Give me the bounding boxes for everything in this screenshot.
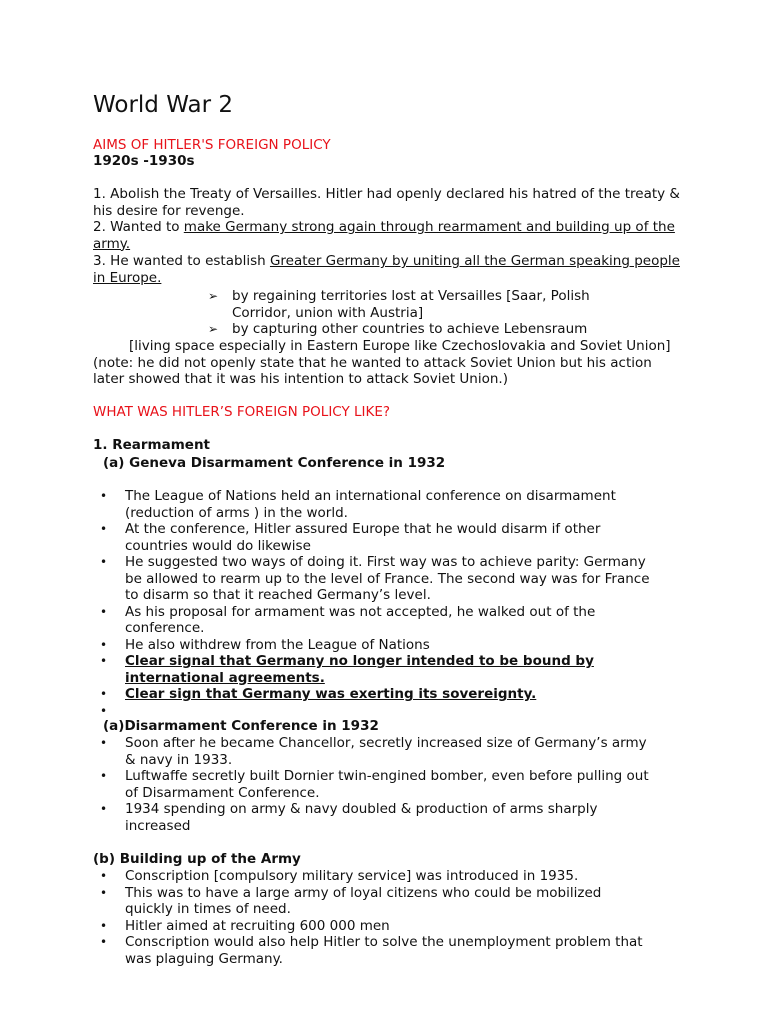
disarmament-bullet-list xyxy=(93,735,653,834)
bullet-icon: • xyxy=(100,522,108,536)
list-item: • Luftwaffe secretly built Dornier twin-engined bomber, even before pulling out of Disarmament Conference. xyxy=(100,768,649,801)
aim-sub-item-2-continuation: [living space especially in Eastern Europe like Czechoslovakia and Soviet Union] (note: he did not openly state that he wanted to attack Soviet Union but his action later showed that it was his intention to attack Soviet Union.) xyxy=(93,338,671,387)
geneva-bullet-list xyxy=(93,488,653,719)
bullet-icon: • xyxy=(100,654,108,668)
bullet-icon: • xyxy=(100,489,108,503)
list-item-empty xyxy=(93,703,653,720)
aim-sub-item-2-text: by capturing other countries to achieve Lebensraum xyxy=(232,321,588,337)
aim-sub-item-1 xyxy=(208,288,652,321)
aim-item-2 xyxy=(93,219,683,252)
bullet-icon: • xyxy=(100,604,108,619)
bullet-icon: • xyxy=(100,736,108,750)
arrow-bullet-icon: ➢ xyxy=(208,322,219,336)
bullet-icon: • xyxy=(100,802,108,816)
bullet-icon: • xyxy=(100,918,108,933)
list-item: • He suggested two ways of doing it. First way was to achieve parity: Germany be allowed to rearm up to the level of France. The second way was for France to disarm so that it reached Germany’s level. xyxy=(100,554,650,603)
subsection-geneva: (a) Geneva Disarmament Conference in 1932 xyxy=(103,455,446,471)
aims-heading: AIMS OF HITLER'S FOREIGN POLICY xyxy=(93,137,331,153)
list-item: • At the conference, Hitler assured Europe that he would disarm if other countries would do likewise xyxy=(100,521,601,554)
list-item: • Hitler aimed at recruiting 600 000 men xyxy=(100,917,390,934)
bullet-icon: • xyxy=(100,555,108,569)
list-item-bold: • Clear sign that Germany was exerting its sovereignty. xyxy=(100,686,537,702)
subsection-disarmament: (a)Disarmament Conference in 1932 xyxy=(103,718,379,734)
bullet-icon: • xyxy=(100,885,108,900)
list-item: • He also withdrew from the League of Nations xyxy=(100,636,430,653)
aims-period: 1920s -1930s xyxy=(93,153,195,169)
aim-item-2-prefix: 2. Wanted to xyxy=(93,219,184,235)
bullet-icon: • xyxy=(100,703,108,718)
list-item: • Conscription [compulsory military service] was introduced in 1935. xyxy=(100,868,579,884)
subsection-army: (b) Building up of the Army xyxy=(93,851,301,867)
bullet-icon: • xyxy=(100,869,108,883)
aim-item-3-prefix: 3. He wanted to establish xyxy=(93,253,270,269)
aim-sub-item-2 xyxy=(208,321,652,338)
bullet-icon: • xyxy=(100,637,108,652)
list-item: • This was to have a large army of loyal citizens who could be mobilized quickly in times of need. xyxy=(100,884,602,917)
bullet-icon: • xyxy=(100,769,108,783)
army-bullet-list xyxy=(93,868,653,967)
aim-item-3-underlined: Greater Germany by uniting all the German speaking people in Europe. xyxy=(93,253,680,286)
aim-item-1: 1. Abolish the Treaty of Versailles. Hitler had openly declared his hatred of the treaty & his desire for revenge. xyxy=(93,186,680,219)
list-item: • As his proposal for armament was not accepted, he walked out of the conference. xyxy=(100,603,596,636)
list-item: • Soon after he became Chancellor, secretly increased size of Germany’s army & navy in 1933. xyxy=(100,735,647,768)
page-title: World War 2 xyxy=(93,92,233,118)
aim-item-2-underlined: make Germany strong again through rearmament and building up of the army. xyxy=(93,219,675,252)
aim-sub-item-1-text: by regaining territories lost at Versailles [Saar, Polish Corridor, union with Austria] xyxy=(232,288,590,321)
bullet-icon: • xyxy=(100,935,108,949)
aim-item-3 xyxy=(93,253,683,286)
policy-heading: WHAT WAS HITLER’S FOREIGN POLICY LIKE? xyxy=(93,404,391,420)
arrow-bullet-icon: ➢ xyxy=(208,289,219,303)
list-item: • The League of Nations held an international conference on disarmament (reduction of arms ) in the world. xyxy=(100,488,616,521)
list-item: • Conscription would also help Hitler to solve the unemployment problem that was plaguing Germany. xyxy=(100,934,643,967)
list-item: • 1934 spending on army & navy doubled & production of arms sharply increased xyxy=(100,801,598,834)
bullet-icon: • xyxy=(100,687,108,701)
list-item-bold: • Clear signal that Germany no longer intended to be bound by international agreements. xyxy=(100,653,594,686)
section-rearmament: 1. Rearmament xyxy=(93,437,211,453)
